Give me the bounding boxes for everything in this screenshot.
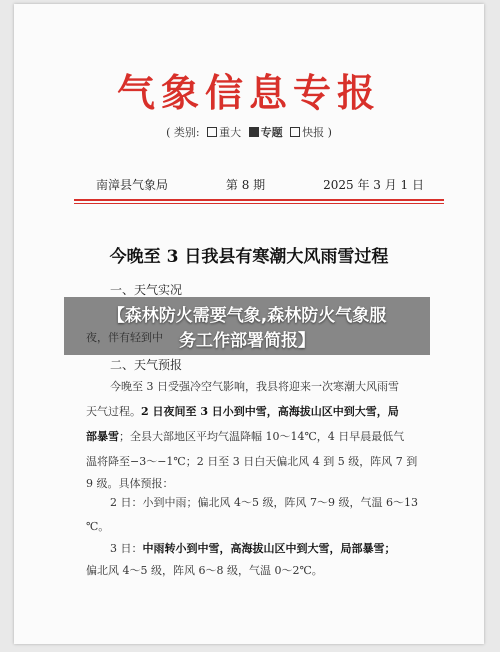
red-divider — [74, 199, 444, 201]
body-line: 3 日：中雨转小到中雪，高海拔山区中到大雪，局部暴雪； — [110, 542, 396, 555]
body-line: 部暴雪；全县大部地区平均气温降幅 10～14℃，4 日早晨最低气 — [86, 430, 405, 443]
category-item-label: 重大 — [219, 126, 242, 139]
issue-meta — [96, 176, 424, 193]
checkbox-icon — [207, 127, 217, 137]
category-suffix: ) — [327, 126, 332, 139]
checkbox-icon — [290, 127, 300, 137]
category-item-label: 快报 — [302, 126, 325, 139]
body-line: 9 级。具体预报： — [86, 477, 174, 490]
overlay-line: 务工作部署简报】 — [179, 331, 315, 351]
issue-number: 第 8 期 — [225, 178, 266, 192]
category-prefix: ( 类别: — [166, 126, 200, 139]
body-line: 温将降至−3～−1℃；2 日至 3 日白天偏北风 4 到 5 级，阵风 7 到 — [86, 455, 418, 468]
body-line: 天气过程。2 日夜间至 3 日小到中雪，高海拔山区中到大雪，局 — [86, 405, 399, 418]
overlay-line: 【森林防火需要气象,森林防火气象服 — [107, 306, 387, 326]
body-line: ℃。 — [86, 520, 110, 533]
body-line: 偏北风 4～5 级，阵风 6～8 级，气温 0～2℃。 — [86, 564, 323, 577]
section-heading: 二、天气预报 — [110, 358, 183, 372]
category-item-label: 专题 — [260, 126, 283, 139]
issue-date: 2025 年 3 月 1 日 — [323, 178, 424, 192]
category-line — [14, 124, 484, 140]
section-heading: 一、天气实况 — [110, 283, 183, 297]
headline: 今晚至 3 日我县有寒潮大风雨雪过程 — [109, 247, 389, 267]
issuer: 南漳县气象局 — [96, 178, 169, 192]
headline-overlay-banner — [64, 297, 430, 355]
checkbox-checked-icon — [249, 127, 259, 137]
document-title: 气象信息专报 — [116, 70, 381, 115]
body-line: 2 日：小到中雨；偏北风 4～5 级，阵风 7～9 级，气温 6～13 — [110, 496, 418, 509]
red-divider — [74, 203, 444, 204]
body-line: 今晚至 3 日受强冷空气影响，我县将迎来一次寒潮大风雨雪 — [110, 380, 399, 393]
